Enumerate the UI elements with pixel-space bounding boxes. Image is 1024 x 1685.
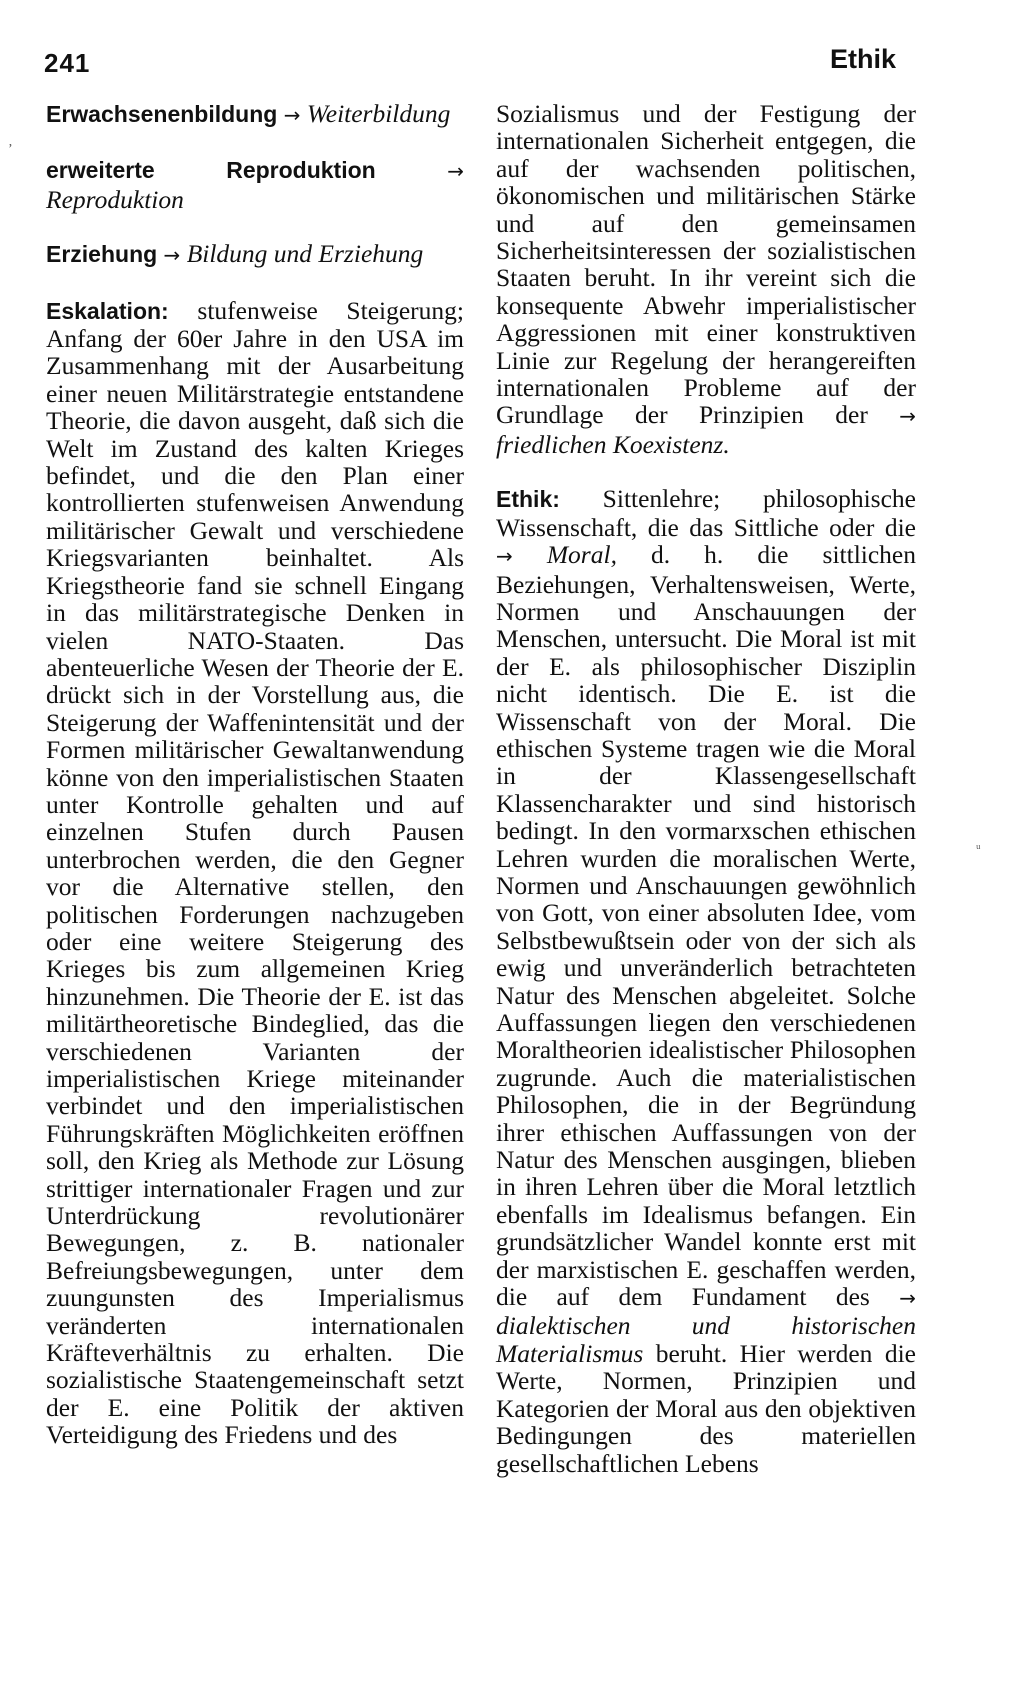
page-number: 241	[44, 48, 91, 78]
entry-erziehung	[46, 240, 464, 269]
cross-reference-link[interactable]: Weiterbildung	[306, 99, 451, 128]
entry-body-text: d. h. die sittlichen Beziehungen, Verhaltensweisen, Werte, Normen und Anschauungen der Menschen, untersucht. Die Moral ist mit der E. als philosophischer Disziplin nicht identisch. Die E. ist die Wissenschaft von der Moral. Die ethischen Systeme tragen wie die Moral in der Klassengesellschaft Klassencharakter und sind historisch bedingt. In den vormarxschen ethischen Lehren wurden die moralischen Werte, Normen und Anschauungen gewöhnlich von Gott, von einer absoluten Idee, vom Selbstbewußtsein oder von der sich als ewig und unveränderlich betrachteten Natur des Menschen abgeleitet. Solche Auffassungen liegen den verschiedenen Moraltheorien idealistischer Philosophen zugrunde. Auch die materialistischen Philosophen, die in der Begründung ihrer ethischen Auffassungen von der Natur des Menschen ausgingen, blieben in ihren Lehren über die Moral letztlich ebenfalls im Idealismus befangen. Ein grundsätzlicher Wandel konnte erst mit der marxistischen E. geschaffen werden, die auf dem Fundament des	[496, 540, 917, 1312]
entry-body-text: stufenweise Steigerung; Anfang der 60er Jahre in den USA im Zusammenhang mit der Ausarbeitung einer neuen Militärstrategie entstandene Theorie, die davon ausgeht, daß sich die Welt im Zustand des kalten Krieges befindet, und die den Plan einer kontrollierten stufenweisen Anwendung militärischer Gewalt und verschiedene Kriegsvarianten beinhaltet. Als Kriegstheorie fand sie schnell Eingang in das militärstrategische Denken in vielen NATO-Staaten. Das abenteuerliche Wesen der Theorie der E. drückt sich in der Vorstellung aus, die Steigerung der Waffenintensität und der Formen militärischer Gewaltanwendung könne von den imperialistischen Staaten unter Kontrolle gehalten und auf einzelnen Stufen durch Pausen unterbrochen werden, die den Gegner vor die Alternative stellen, den politischen Forderungen nachzugeben oder eine weitere Steigerung des Krieges bis zum allgemeinen Krieg hinzunehmen. Die Theorie der E. ist das militärtheoretische Bindeglied, das die verschiedenen Varianten der imperialistischen Kriege miteinander verbindet und den imperialistischen Führungskräften Möglichkeiten eröffnen soll, den Krieg als Methode zur Lösung strittiger internationaler Fragen und zur Unterdrückung revolutionärer Bewegungen, z. B. nationaler Befreiungsbewegungen, unter dem zuungunsten des Imperialismus veränderten internationalen Kräfteverhältnis zu erhalten. Die sozialistische Staatengemeinschaft setzt der E. eine Politik der aktiven Verteidigung des Friedens und des	[46, 295, 464, 1450]
cross-reference-link[interactable]: Reproduktion	[46, 184, 184, 214]
cross-reference-link[interactable]: dialektischen und historischen Materialismus	[496, 1311, 916, 1368]
cross-reference-link[interactable]: Bildung und Erziehung	[186, 239, 424, 269]
entry-headword: Ethik:	[496, 486, 560, 513]
entry-eskalation-continuation	[496, 100, 916, 458]
entry-headword: Eskalation:	[46, 297, 169, 324]
cross-reference-arrow-icon: →	[899, 404, 917, 429]
cross-reference-arrow-icon: →	[163, 243, 181, 268]
entry-body-text: Sittenlehre; philosophische Wissenschaft, die das Sittliche oder die	[496, 484, 916, 542]
entry-headword: Erwachsenenbildung	[46, 101, 278, 127]
entry-erwachsenenbildung	[46, 100, 464, 129]
cross-reference-link[interactable]: friedlichen Koexistenz.	[496, 429, 730, 459]
page-smudge-mark: ᵘ	[976, 842, 981, 857]
entry-erweiterte-reproduktion	[46, 156, 464, 213]
cross-reference-link[interactable]: Moral,	[546, 540, 617, 570]
entry-body-text: beruht. Hier werden die Werte, Normen, Prinzipien und Kategorien der Moral aus den objektiven Bedingungen des materiellen gesellschaftlichen Lebens	[496, 1338, 916, 1478]
cross-reference-arrow-icon: →	[496, 544, 513, 569]
right-column	[496, 100, 916, 1477]
entry-eskalation	[46, 297, 464, 1449]
entry-headword: Erziehung	[46, 241, 158, 268]
left-column	[46, 100, 464, 1449]
cross-reference-arrow-icon: →	[447, 159, 464, 184]
cross-reference-arrow-icon: →	[899, 1286, 916, 1311]
entry-ethik	[496, 485, 916, 1477]
entry-headword: erweiterte Reproduktion	[46, 157, 376, 184]
running-head: Ethik	[829, 44, 896, 74]
entry-body-text: Sozialismus und der Festigung der internationalen Sicherheit entgegen, die auf der wachsenden politischen, ökonomischen und militärischen Stärke und auf den gemeinsamen Sicherheitsinteressen der sozialistischen Staaten beruht. In ihr vereint sich die konsequente Abwehr imperialistischer Aggressionen mit einer konstruktiven Linie zur Regelung der herangereiften internationalen Probleme auf der Grundlage der Prinzipien der	[496, 99, 916, 430]
cross-reference-arrow-icon: →	[283, 103, 301, 127]
page-smudge-mark: ʼ	[8, 142, 13, 157]
